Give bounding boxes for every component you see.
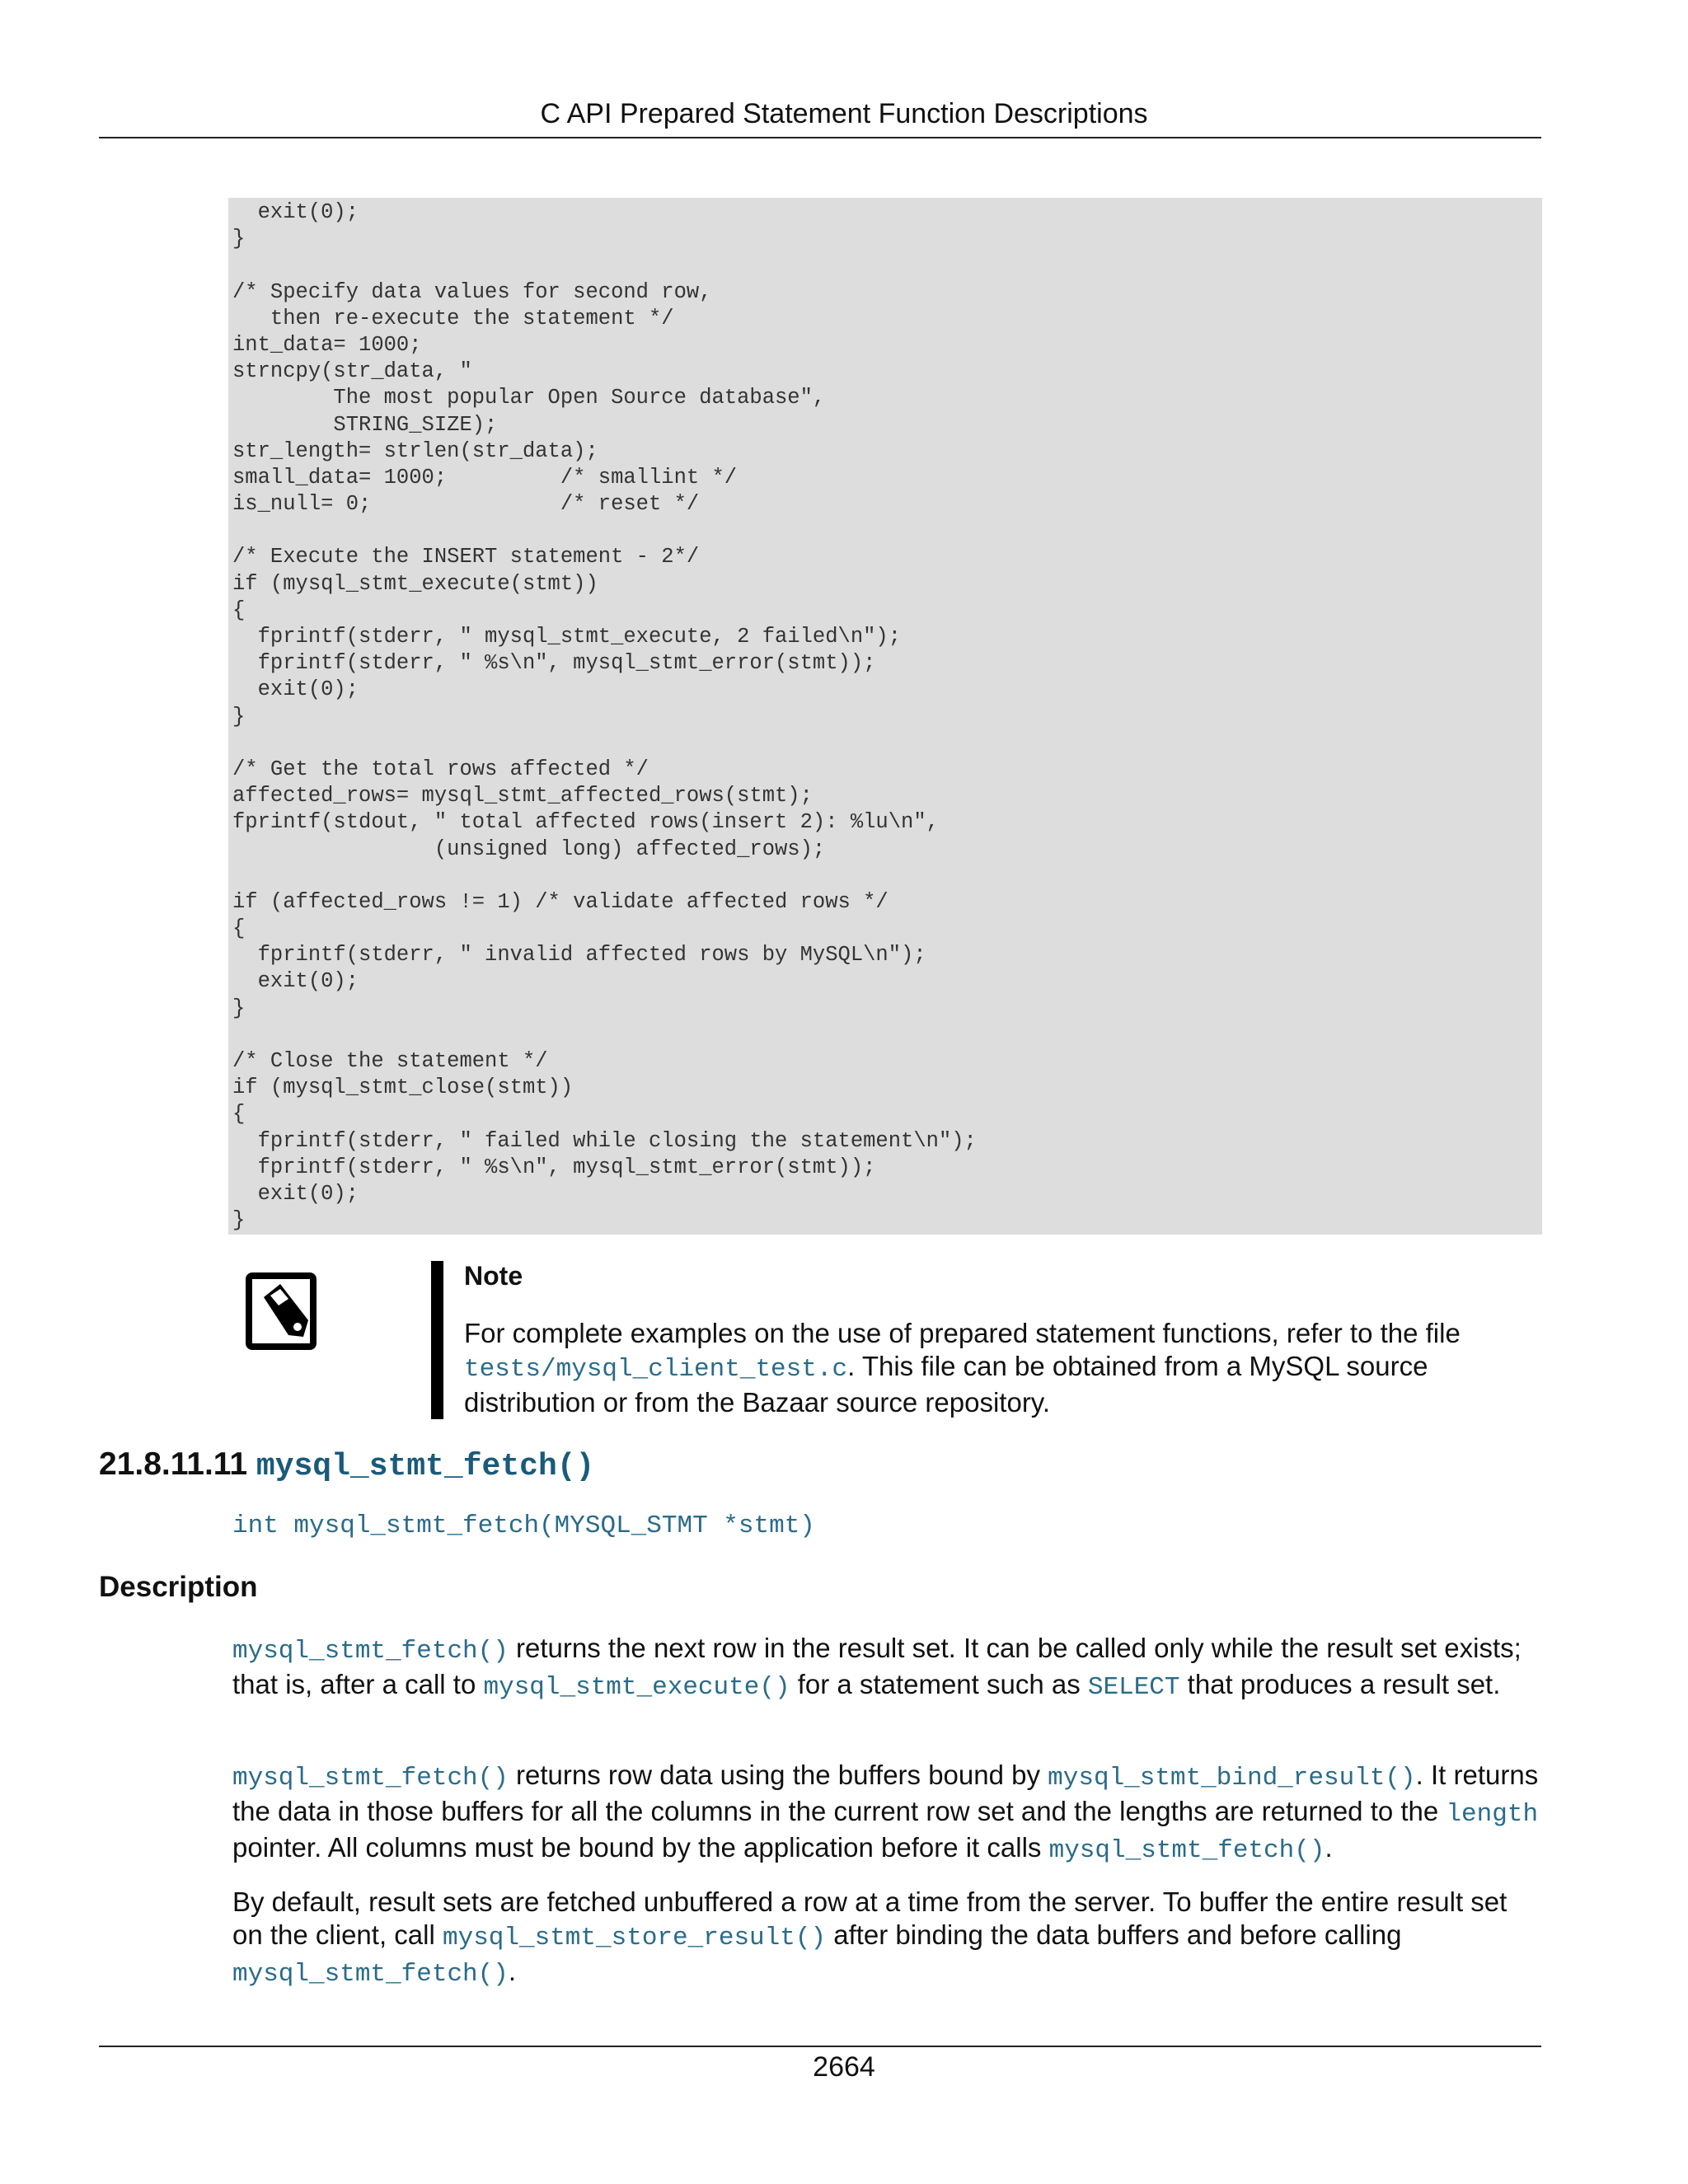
- para-text: returns the next row in the result set. It can be called only while the result set exists; that is, after a call to: [232, 1633, 1522, 1699]
- page-number: 2664: [813, 2051, 875, 2083]
- header-divider: [99, 137, 1541, 138]
- code-line: if (mysql_stmt_execute(stmt)): [232, 571, 598, 596]
- code-line: {: [232, 916, 246, 941]
- code-line: small_data= 1000; /* smallint */: [232, 465, 738, 490]
- fn-link[interactable]: mysql_stmt_fetch(): [232, 1764, 509, 1793]
- code-line: }: [232, 996, 246, 1020]
- function-signature: int mysql_stmt_fetch(MYSQL_STMT *stmt): [232, 1511, 815, 1540]
- note-title: Note: [464, 1261, 523, 1291]
- code-line: [232, 252, 1542, 279]
- fn-link[interactable]: mysql_stmt_fetch(): [232, 1960, 509, 1989]
- keyword-link[interactable]: SELECT: [1087, 1673, 1180, 1702]
- code-line: str_length= strlen(str_data);: [232, 438, 598, 463]
- code-line: {: [232, 1102, 246, 1127]
- code-line: STRING_SIZE);: [232, 412, 498, 437]
- code-line: fprintf(stderr, " invalid affected rows by MySQL\n");: [232, 943, 926, 968]
- code-line: is_null= 0; /* reset */: [232, 492, 700, 517]
- description-paragraph-2: [232, 1759, 1543, 1868]
- para-text: pointer. All columns must be bound by the application before it calls: [232, 1832, 1049, 1863]
- note-text-before: For complete examples on the use of prepared statement functions, refer to the file: [464, 1318, 1461, 1348]
- note-file-link[interactable]: tests/mysql_client_test.c: [464, 1355, 848, 1384]
- para-text: for a statement such as: [790, 1669, 1088, 1699]
- description-heading: Description: [99, 1571, 258, 1603]
- code-line: The most popular Open Source database",: [232, 386, 826, 410]
- para-text: after binding the data buffers and before calling: [826, 1919, 1402, 1950]
- code-line: /* Get the total rows affected */: [232, 757, 649, 781]
- code-line: if (mysql_stmt_close(stmt)): [232, 1076, 574, 1100]
- code-line: if (affected_rows != 1) /* validate affected rows */: [232, 889, 889, 914]
- fn-link[interactable]: mysql_stmt_bind_result(): [1048, 1764, 1416, 1793]
- keyword-code: length: [1446, 1800, 1539, 1829]
- code-block: [228, 198, 1542, 1235]
- code-line: [232, 518, 1542, 544]
- code-line: }: [232, 227, 246, 251]
- code-line: strncpy(str_data, ": [232, 359, 472, 384]
- code-line: exit(0);: [232, 1181, 359, 1206]
- code-line: [232, 730, 1542, 757]
- note-text-after: . This file can be obtained from a MySQL source distribution or from the Bazaar source repository.: [464, 1351, 1428, 1418]
- code-line: int_data= 1000;: [232, 332, 422, 357]
- fn-link[interactable]: mysql_stmt_store_result(): [442, 1924, 827, 1952]
- fn-link[interactable]: mysql_stmt_fetch(): [1048, 1836, 1325, 1865]
- code-line: [232, 863, 1542, 889]
- code-line: affected_rows= mysql_stmt_affected_rows(stmt);: [232, 784, 813, 808]
- code-line: /* Execute the INSERT statement - 2*/: [232, 545, 700, 569]
- note-pencil-icon: [246, 1272, 320, 1352]
- code-line: [232, 1022, 1542, 1048]
- code-line: /* Close the statement */: [232, 1049, 548, 1073]
- description-paragraph-3: [232, 1886, 1543, 1991]
- section-function-name: mysql_stmt_fetch(): [256, 1449, 595, 1484]
- note-body: [464, 1317, 1536, 1419]
- code-line: fprintf(stderr, " %s\n", mysql_stmt_error(stmt));: [232, 1155, 876, 1179]
- code-line: fprintf(stderr, " mysql_stmt_execute, 2 failed\n");: [232, 625, 902, 649]
- note-bar: [431, 1261, 443, 1419]
- code-line: then re-execute the statement */: [232, 306, 674, 330]
- code-line: exit(0);: [232, 677, 359, 702]
- code-line: fprintf(stderr, " failed while closing the statement\n");: [232, 1128, 977, 1153]
- code-line: }: [232, 1208, 246, 1233]
- fn-link[interactable]: mysql_stmt_execute(): [483, 1673, 790, 1702]
- code-line: }: [232, 704, 246, 729]
- para-text: .: [1325, 1832, 1333, 1863]
- para-text: .: [508, 1956, 517, 1986]
- code-line: exit(0);: [232, 200, 359, 224]
- code-line: fprintf(stderr, " %s\n", mysql_stmt_error(stmt));: [232, 651, 876, 676]
- code-line: /* Specify data values for second row,: [232, 279, 712, 304]
- description-paragraph-1: [232, 1632, 1543, 1704]
- para-text: . It returns the data in those buffers for all the columns in the current row set and the lengths are returned to the: [232, 1760, 1539, 1826]
- code-line: fprintf(stdout, " total affected rows(insert 2): %lu\n",: [232, 810, 939, 835]
- para-text: By default, result sets are fetched unbuffered a row at a time from the server. To buffer the entire result set on the client, call: [232, 1886, 1507, 1950]
- section-heading: [99, 1444, 594, 1488]
- code-line: exit(0);: [232, 969, 359, 994]
- code-line: {: [232, 598, 246, 622]
- code-line: (unsigned long) affected_rows);: [232, 837, 826, 861]
- page-header-title: C API Prepared Statement Function Descriptions: [540, 98, 1148, 129]
- para-text: that produces a result set.: [1179, 1669, 1501, 1699]
- section-number: 21.8.11.11: [99, 1446, 248, 1482]
- footer-divider: [99, 2046, 1541, 2047]
- fn-link[interactable]: mysql_stmt_fetch(): [232, 1637, 509, 1666]
- para-text: returns row data using the buffers bound by: [508, 1760, 1048, 1790]
